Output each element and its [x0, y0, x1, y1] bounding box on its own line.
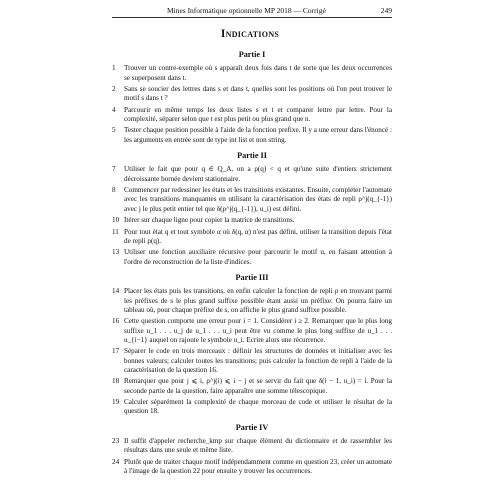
item-number: 16 — [112, 317, 120, 326]
item-number: 5 — [112, 126, 116, 135]
item-text: Séparer le code en trois morceaux : définir les structures de données et initialiser avec les bonnes valeurs; calculer toutes les transitions; puis calculer la fonction de repli à l'aide de la caractérisation de la question 16. — [124, 347, 392, 374]
list-item — [112, 458, 392, 477]
list-item — [112, 287, 392, 315]
part-title: Partie I — [238, 50, 266, 59]
item-number: 2 — [112, 85, 116, 94]
item-number: 14 — [112, 287, 120, 296]
item-number: 18 — [112, 377, 120, 386]
item-text: Plutôt que de traiter chaque motif indépendamment comme en question 23, créer un automate à l'image de la question 22 pour ensuite y trouver les occurrences. — [124, 457, 392, 476]
item-number: 24 — [112, 457, 120, 466]
item-text: Parcourir en même temps les deux listes s et t et comparer lettre par lettre. Pour la complexité, séparer selon que t est plus petit ou plus grand que n. — [124, 105, 392, 124]
list-item — [112, 377, 392, 396]
page-number: 249 — [380, 6, 392, 15]
item-text: Pour tout état q et tout symbole α où δ(q, α) n'est pas défini, utiliser la transition depuis l'état de repli ρ(q). — [124, 227, 392, 245]
item-number: 1 — [112, 64, 116, 73]
item-number: 19 — [112, 398, 120, 406]
item-number: 17 — [112, 347, 120, 356]
item-text: Utiliser une fonction auxiliaire récursive pour parcourir le motif u, en faisant attention à l'ordre de reconstruction de la liste d'indices. — [124, 248, 392, 266]
item-text: Utiliser le fait que pour q ∈ Q_A, on a ρ(q) < q et qu'une suite d'entiers strictement décroissante bornée devient stationnaire. — [124, 165, 392, 183]
running-title: Mines Informatique optionnelle MP 2018 — Corrigé — [166, 6, 326, 15]
list-item — [112, 248, 392, 267]
item-text: Sans se soucier des lettres dans s et dans t, quelles sont les positions où l'on peut trouver le motif s dans t ? — [124, 85, 392, 103]
list-item — [112, 64, 392, 83]
item-number: 13 — [112, 248, 120, 257]
page-title: Indications — [220, 28, 280, 40]
item-text: Placer les états puis les transitions, en enfin calculer la fonction de repli ρ en trouvant parmi les préfixes de s le plus grand suffixe possible étant aussi un préfixe. On pourra faire un tableau où, pour chaque préfixe de s, on affiche le plus grand suffixe possible. — [124, 287, 392, 314]
part-title: Partie III — [235, 272, 269, 282]
item-text: Trouver un contre-exemple où s apparaît deux fois dans t de sorte que les deux occurrences se superposent dans t. — [124, 64, 392, 82]
part-title: Partie IV — [235, 422, 269, 432]
list-item — [112, 228, 392, 247]
list-item — [112, 347, 392, 375]
list-item — [112, 186, 392, 214]
item-text: Commencer par redessiner les états et les transitions existantes. Ensuite, compléter l'automate avec les transitions manquantes en utilisant la caractérisation des états de repli ρ^j(q_{-1}) avec j le plus petit entier tel que δ(ρ^j(q_{-1}), u_i) est défini. — [124, 186, 392, 213]
list-item — [112, 317, 392, 345]
document-body — [112, 48, 392, 478]
list-item — [112, 106, 392, 125]
list-item — [112, 165, 392, 184]
item-number: 8 — [112, 186, 116, 195]
list-item — [112, 126, 392, 145]
item-text: Cette question comporte une erreur pour i = 1. Considérer i ≥ 2. Remarquer que le plus long suffixe u_1 . . . u_j de u_1 . . . u_i peut être vu comme le plus long suffixe de u_1 . . . u_{i−1} auquel on rajoute le symbole u_i. Ecrire alors une récurrence. — [124, 317, 392, 344]
running-header — [112, 6, 392, 15]
item-text: Il suffit d'appeler recherche_kmp sur chaque élément du dictionnaire et de rassembler les résultats dans une seule et même liste. — [124, 437, 392, 455]
item-number: 10 — [112, 216, 120, 225]
part-title: Partie II — [237, 151, 267, 161]
list-item — [112, 437, 392, 456]
item-text: Tester chaque position possible à l'aide de la fonction prefixe. Il y a une erreur dans l'énoncé : les arguments en entrée sont de type int list et non string. — [124, 126, 392, 144]
list-item — [112, 216, 392, 225]
list-item — [112, 85, 392, 104]
item-number: 11 — [112, 227, 119, 236]
header-rule — [112, 17, 392, 18]
item-number: 23 — [112, 437, 120, 446]
item-text: Itérer sur chaque ligne pour copier la matrice de transitions. — [124, 216, 295, 225]
item-text: Calculer séparément la complexité de chaque morceau de code et utiliser le résultat de la question 18. — [124, 398, 392, 416]
item-text: Remarquer que pour j ⩽ i, ρ^j(i) ⩽ i − j et se servir du fait que δ(i − 1, u_i) = i. Pour la seconde partie de la question, faire apparaître une somme télescopique. — [124, 377, 392, 395]
list-item — [112, 398, 392, 417]
item-number: 4 — [112, 105, 116, 114]
item-number: 7 — [112, 165, 116, 174]
